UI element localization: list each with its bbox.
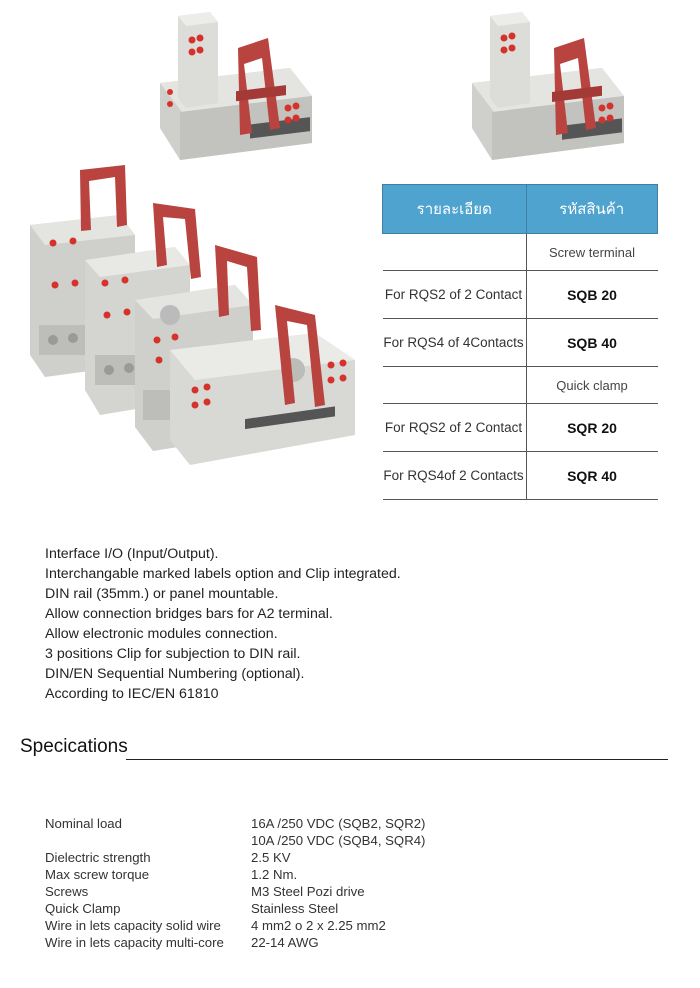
category-label: Quick clamp [526, 367, 658, 404]
row-code: SQR 40 [526, 452, 658, 500]
heading-divider [126, 759, 668, 760]
table-row [383, 452, 658, 500]
spec-row [45, 900, 425, 917]
spec-row [45, 917, 425, 934]
relay-socket-group-image [25, 165, 365, 480]
feature-item: Interchangable marked labels option and Clip integrated. [45, 566, 401, 582]
spec-label [45, 832, 251, 849]
spec-value: 16A /250 VDC (SQB2, SQR2) [251, 816, 426, 831]
table-row [383, 319, 658, 367]
row-code: SQR 20 [526, 404, 658, 452]
feature-item: Allow connection bridges bars for A2 terminal. [45, 606, 333, 622]
feature-item: DIN/EN Sequential Numbering (optional). [45, 666, 305, 682]
spec-value: M3 Steel Pozi drive [251, 884, 365, 899]
spec-value: 22-14 AWG [251, 935, 319, 950]
row-description: For RQS2 of 2 Contact [383, 404, 527, 452]
spec-row [45, 883, 425, 900]
specifications-heading: Specications [20, 736, 128, 757]
feature-item: DIN rail (35mm.) or panel mountable. [45, 586, 279, 602]
header-description: รายละเอียด [383, 185, 527, 234]
row-description: For RQS4of 2 Contacts [383, 452, 527, 500]
spec-label: Quick Clamp [45, 901, 121, 916]
relay-socket-image-1 [140, 8, 330, 168]
feature-item: Interface I/O (Input/Output). [45, 546, 219, 562]
specifications-list [45, 815, 425, 951]
spec-label: Max screw torque [45, 867, 150, 882]
feature-list [45, 544, 401, 704]
spec-row [45, 866, 425, 883]
spec-label: Wire in lets capacity multi-core [45, 935, 224, 950]
row-description: For RQS4 of 4Contacts [383, 319, 527, 367]
table-row-category [383, 234, 658, 271]
table-row [383, 271, 658, 319]
product-code-table [382, 184, 658, 500]
row-code: SQB 40 [526, 319, 658, 367]
spec-row [45, 934, 425, 951]
table-row [383, 404, 658, 452]
feature-item: 3 positions Clip for subjection to DIN rail. [45, 646, 301, 662]
row-code: SQB 20 [526, 271, 658, 319]
spec-label: Dielectric strength [45, 850, 151, 865]
spec-value: Stainless Steel [251, 901, 339, 916]
spec-value: 10A /250 VDC (SQB4, SQR4) [251, 833, 426, 848]
row-description: For RQS2 of 2 Contact [383, 271, 527, 319]
spec-label: Screws [45, 884, 89, 899]
feature-item: Allow electronic modules connection. [45, 626, 278, 642]
spec-value: 2.5 KV [251, 850, 291, 865]
relay-socket-image-2 [462, 8, 642, 168]
spec-row [45, 849, 425, 866]
spec-value: 4 mm2 o 2 x 2.25 mm2 [251, 918, 386, 933]
table-row-category [383, 367, 658, 404]
header-product-code: รหัสสินค้า [526, 185, 658, 234]
feature-item: According to IEC/EN 61810 [45, 686, 219, 702]
spec-value: 1.2 Nm. [251, 867, 298, 882]
spec-row [45, 815, 425, 832]
spec-row [45, 832, 425, 849]
spec-label: Nominal load [45, 816, 122, 831]
category-label: Screw terminal [526, 234, 658, 271]
table-header-row [383, 185, 658, 234]
spec-label: Wire in lets capacity solid wire [45, 918, 221, 933]
